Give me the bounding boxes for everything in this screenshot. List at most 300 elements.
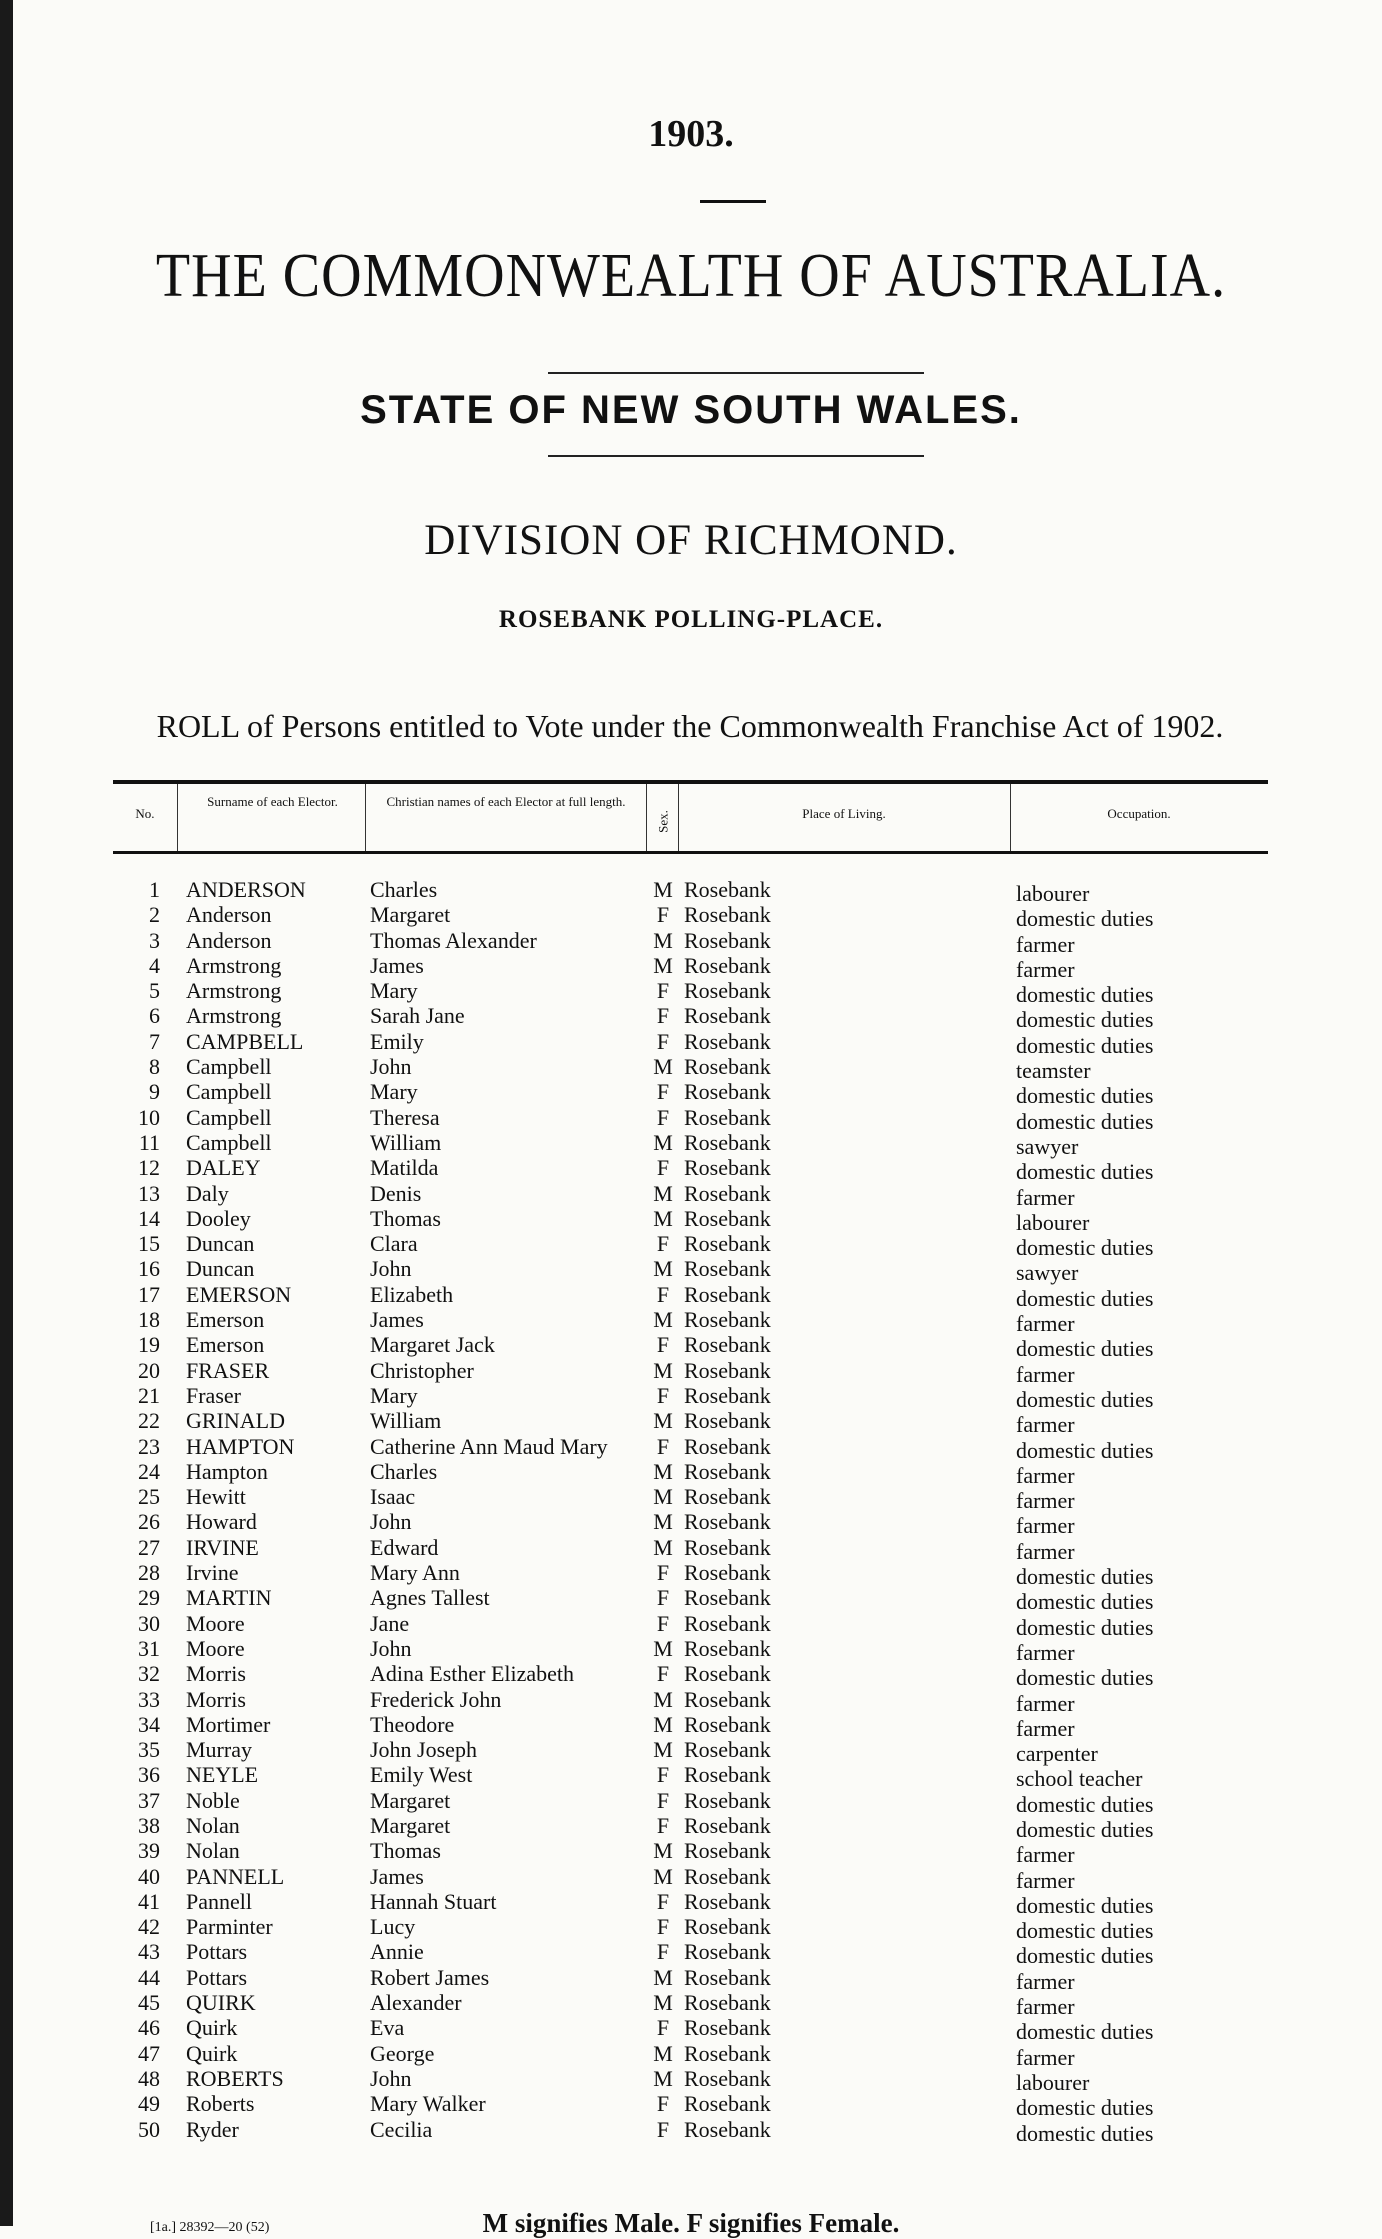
elector-surname: Daly — [186, 1180, 229, 1206]
elector-occupation: domestic duties — [1016, 1816, 1154, 1842]
table-row — [0, 1180, 1382, 1210]
elector-number: 5 — [149, 978, 160, 1004]
elector-christian-names: Thomas — [370, 1205, 441, 1231]
elector-sex: M — [653, 1129, 673, 1155]
elector-christian-names: Charles — [370, 877, 438, 902]
elector-christian-names: Jane — [370, 1610, 410, 1636]
elector-number: 27 — [138, 1534, 160, 1560]
elector-christian-names: Robert James — [370, 1964, 490, 1990]
elector-number: 4 — [149, 952, 160, 978]
elector-place: Rosebank — [684, 902, 771, 928]
elector-occupation: teamster — [1016, 1058, 1091, 1084]
elector-occupation: carpenter — [1016, 1741, 1098, 1767]
elector-sex: F — [656, 1231, 670, 1257]
elector-number: 46 — [138, 2015, 160, 2041]
header-sex: Sex. — [655, 810, 671, 833]
table-row — [0, 1888, 1382, 1918]
elector-place: Rosebank — [684, 2116, 771, 2142]
elector-sex: M — [653, 1357, 673, 1383]
table-row — [0, 1281, 1382, 1311]
elector-surname: Pottars — [186, 1939, 248, 1965]
elector-surname: HAMPTON — [186, 1433, 295, 1459]
elector-christian-names: Matilda — [370, 1155, 439, 1181]
elector-sex: M — [653, 1635, 673, 1661]
print-code: [1a.] 28392—20 (52) — [150, 2220, 270, 2235]
elector-occupation: domestic duties — [1016, 2019, 1154, 2045]
elector-occupation: farmer — [1016, 1513, 1075, 1539]
elector-surname: Mortimer — [186, 1711, 271, 1737]
elector-christian-names: John Joseph — [370, 1737, 477, 1763]
elector-number: 11 — [138, 1129, 160, 1155]
elector-surname: CAMPBELL — [186, 1028, 304, 1054]
elector-place: Rosebank — [684, 1964, 771, 1990]
elector-sex: M — [653, 1458, 673, 1484]
elector-surname: FRASER — [186, 1357, 270, 1383]
elector-number: 45 — [138, 1990, 160, 2016]
elector-christian-names: Christopher — [370, 1357, 474, 1383]
elector-occupation: farmer — [1016, 1462, 1075, 1488]
elector-surname: EMERSON — [186, 1281, 292, 1307]
elector-surname: MARTIN — [186, 1585, 272, 1611]
elector-place: Rosebank — [684, 1585, 771, 1611]
elector-surname: Campbell — [186, 1054, 272, 1080]
table-row — [0, 1838, 1382, 1868]
elector-sex: M — [653, 1990, 673, 2016]
column-divider — [177, 784, 178, 851]
elector-surname: Pannell — [186, 1888, 252, 1914]
elector-christian-names: Margaret — [370, 1787, 451, 1813]
elector-occupation: farmer — [1016, 1311, 1075, 1337]
elector-occupation: labourer — [1016, 2069, 1090, 2095]
table-row — [0, 1990, 1382, 2020]
elector-place: Rosebank — [684, 1737, 771, 1763]
table-row — [0, 1104, 1382, 1134]
elector-place: Rosebank — [684, 1838, 771, 1864]
table-row — [0, 1484, 1382, 1514]
elector-place: Rosebank — [684, 1686, 771, 1712]
elector-surname: Roberts — [186, 2091, 255, 2117]
elector-occupation: farmer — [1016, 1867, 1075, 1893]
elector-occupation: domestic duties — [1016, 1007, 1154, 1033]
elector-place: Rosebank — [684, 1939, 771, 1965]
elector-number: 38 — [138, 1812, 160, 1838]
elector-occupation: domestic duties — [1016, 1159, 1154, 1185]
elector-number: 49 — [138, 2091, 160, 2117]
elector-christian-names: Agnes Tallest — [370, 1585, 490, 1611]
elector-place: Rosebank — [684, 1610, 771, 1636]
sex-legend: M signifies Male. F signifies Female. — [482, 2208, 900, 2238]
elector-surname: Moore — [186, 1610, 245, 1636]
elector-christian-names: James — [370, 1863, 424, 1889]
elector-place: Rosebank — [684, 1054, 771, 1080]
elector-occupation: farmer — [1016, 1842, 1075, 1868]
elector-surname: Nolan — [186, 1838, 240, 1864]
elector-number: 25 — [138, 1484, 160, 1510]
elector-number: 10 — [138, 1104, 160, 1130]
elector-surname: Morris — [186, 1661, 246, 1687]
table-row — [0, 1205, 1382, 1235]
elector-number: 37 — [138, 1787, 160, 1813]
elector-surname: Armstrong — [186, 1003, 282, 1029]
elector-sex: M — [653, 1205, 673, 1231]
elector-surname: DALEY — [186, 1155, 261, 1181]
table-row — [0, 902, 1382, 932]
elector-surname: Campbell — [186, 1129, 272, 1155]
elector-number: 31 — [138, 1635, 160, 1661]
elector-surname: Quirk — [186, 2015, 238, 2041]
elector-sex: M — [653, 1686, 673, 1712]
table-row — [0, 1661, 1382, 1691]
elector-sex: F — [656, 1888, 670, 1914]
elector-occupation: domestic duties — [1016, 1386, 1154, 1412]
elector-sex: F — [656, 2091, 670, 2117]
elector-place: Rosebank — [684, 1408, 771, 1434]
elector-sex: F — [656, 1585, 670, 1611]
elector-place: Rosebank — [684, 1812, 771, 1838]
elector-christian-names: Sarah Jane — [370, 1003, 465, 1029]
table-top-rule — [113, 780, 1268, 784]
elector-number: 20 — [138, 1357, 160, 1383]
elector-number: 24 — [138, 1458, 160, 1484]
elector-occupation: domestic duties — [1016, 982, 1154, 1008]
elector-christian-names: George — [370, 2040, 435, 2066]
elector-place: Rosebank — [684, 1762, 771, 1788]
elector-christian-names: John — [370, 1256, 412, 1282]
elector-sex: M — [653, 1964, 673, 1990]
elector-surname: Anderson — [186, 927, 272, 953]
elector-place: Rosebank — [684, 2040, 771, 2066]
elector-sex: M — [653, 1863, 673, 1889]
elector-sex: M — [653, 877, 673, 902]
elector-number: 30 — [138, 1610, 160, 1636]
elector-place: Rosebank — [684, 1129, 771, 1155]
elector-christian-names: Mary — [370, 1079, 418, 1105]
elector-place: Rosebank — [684, 1509, 771, 1535]
elector-christian-names: Thomas — [370, 1838, 441, 1864]
table-row — [0, 1585, 1382, 1615]
elector-surname: GRINALD — [186, 1408, 285, 1434]
elector-christian-names: William — [370, 1129, 442, 1155]
elector-place: Rosebank — [684, 1079, 771, 1105]
elector-place: Rosebank — [684, 877, 771, 902]
elector-sex: M — [653, 1408, 673, 1434]
elector-sex: F — [656, 1155, 670, 1181]
elector-occupation: domestic duties — [1016, 1918, 1154, 1944]
elector-number: 7 — [149, 1028, 160, 1054]
header-no: No. — [135, 806, 155, 821]
table-row — [0, 1054, 1382, 1084]
elector-christian-names: Adina Esther Elizabeth — [370, 1661, 575, 1687]
table-row — [0, 952, 1382, 982]
elector-sex: F — [656, 1281, 670, 1307]
table-row — [0, 1509, 1382, 1539]
elector-occupation: domestic duties — [1016, 1614, 1154, 1640]
elector-christian-names: Margaret Jack — [370, 1332, 495, 1358]
elector-number: 21 — [138, 1382, 160, 1408]
elector-occupation: farmer — [1016, 1690, 1075, 1716]
elector-place: Rosebank — [684, 1104, 771, 1130]
elector-place: Rosebank — [684, 2091, 771, 2117]
elector-surname: Ryder — [186, 2116, 239, 2142]
elector-christian-names: John — [370, 1635, 412, 1661]
table-row — [0, 2040, 1382, 2070]
elector-place: Rosebank — [684, 1990, 771, 2016]
elector-number: 6 — [149, 1003, 160, 1029]
elector-surname: Fraser — [186, 1382, 241, 1408]
table-row — [0, 877, 1382, 906]
elector-sex: M — [653, 1484, 673, 1510]
elector-surname: Duncan — [186, 1231, 255, 1257]
elector-surname: ROBERTS — [186, 2065, 284, 2091]
elector-christian-names: John — [370, 2065, 412, 2091]
header-occupation: Occupation. — [1107, 806, 1171, 821]
elector-christian-names: Emily — [370, 1028, 424, 1054]
elector-christian-names: Clara — [370, 1231, 418, 1257]
elector-number: 1 — [149, 877, 160, 902]
elector-occupation: farmer — [1016, 1412, 1075, 1438]
elector-occupation: farmer — [1016, 1715, 1075, 1741]
elector-sex: F — [656, 2015, 670, 2041]
elector-sex: M — [653, 927, 673, 953]
elector-christian-names: Mary — [370, 1382, 418, 1408]
elector-place: Rosebank — [684, 1635, 771, 1661]
elector-place: Rosebank — [684, 1357, 771, 1383]
elector-christian-names: Denis — [370, 1180, 422, 1206]
elector-occupation: domestic duties — [1016, 906, 1154, 932]
table-header-rule — [113, 851, 1268, 854]
table-row — [0, 1433, 1382, 1463]
elector-sex: F — [656, 1914, 670, 1940]
table-row — [0, 1560, 1382, 1590]
elector-sex: M — [653, 1307, 673, 1333]
table-row — [0, 1787, 1382, 1817]
table-row — [0, 1256, 1382, 1286]
elector-occupation: domestic duties — [1016, 1791, 1154, 1817]
elector-surname: Anderson — [186, 902, 272, 928]
elector-sex: F — [656, 1332, 670, 1358]
elector-place: Rosebank — [684, 1863, 771, 1889]
elector-number: 33 — [138, 1686, 160, 1712]
elector-sex: F — [656, 1560, 670, 1586]
state-rule-top — [548, 372, 924, 374]
elector-number: 22 — [138, 1408, 160, 1434]
elector-occupation: domestic duties — [1016, 1235, 1154, 1261]
elector-sex: M — [653, 1711, 673, 1737]
elector-surname: Dooley — [186, 1205, 251, 1231]
elector-number: 12 — [138, 1155, 160, 1181]
elector-sex: F — [656, 1661, 670, 1687]
elector-sex: F — [656, 1787, 670, 1813]
elector-occupation: domestic duties — [1016, 2095, 1154, 2121]
elector-occupation: domestic duties — [1016, 1032, 1154, 1058]
elector-number: 19 — [138, 1332, 160, 1358]
elector-christian-names: Elizabeth — [370, 1281, 454, 1307]
elector-surname: Emerson — [186, 1332, 265, 1358]
elector-christian-names: Alexander — [370, 1990, 462, 2016]
elector-occupation: farmer — [1016, 1994, 1075, 2020]
elector-occupation: domestic duties — [1016, 1083, 1154, 1109]
elector-place: Rosebank — [684, 952, 771, 978]
table-row — [0, 1762, 1382, 1792]
elector-sex: M — [653, 2040, 673, 2066]
table-row — [0, 2065, 1382, 2095]
elector-christian-names: James — [370, 1307, 424, 1333]
elector-christian-names: Lucy — [370, 1914, 416, 1940]
roll-description: ROLL of Persons entitled to Vote under the Commonwealth Franchise Act of 1902. — [156, 708, 1224, 744]
elector-number: 47 — [138, 2040, 160, 2066]
year-rule — [700, 200, 766, 203]
elector-christian-names: John — [370, 1054, 412, 1080]
elector-sex: M — [653, 1838, 673, 1864]
elector-occupation: domestic duties — [1016, 1437, 1154, 1463]
elector-place: Rosebank — [684, 1661, 771, 1687]
elector-surname: Hampton — [186, 1458, 268, 1484]
elector-occupation: farmer — [1016, 1538, 1075, 1564]
elector-christian-names: Eva — [370, 2015, 405, 2041]
elector-occupation: domestic duties — [1016, 1336, 1154, 1362]
elector-surname: Parminter — [186, 1914, 273, 1940]
elector-sex: M — [653, 2065, 673, 2091]
elector-surname: Howard — [186, 1509, 257, 1535]
elector-place: Rosebank — [684, 1787, 771, 1813]
elector-christian-names: Cecilia — [370, 2116, 433, 2142]
elector-number: 26 — [138, 1509, 160, 1535]
elector-number: 18 — [138, 1307, 160, 1333]
elector-surname: Armstrong — [186, 952, 282, 978]
table-row — [0, 1534, 1382, 1564]
elector-number: 17 — [138, 1281, 160, 1307]
elector-christian-names: Theodore — [370, 1711, 455, 1737]
elector-place: Rosebank — [684, 1281, 771, 1307]
year-heading: 1903. — [648, 113, 734, 155]
elector-number: 8 — [149, 1054, 160, 1080]
elector-place: Rosebank — [684, 1914, 771, 1940]
elector-christian-names: William — [370, 1408, 442, 1434]
elector-number: 48 — [138, 2065, 160, 2091]
table-row — [0, 2091, 1382, 2121]
elector-place: Rosebank — [684, 1560, 771, 1586]
elector-occupation: farmer — [1016, 2044, 1075, 2070]
elector-sex: F — [656, 2116, 670, 2142]
table-row — [0, 1307, 1382, 1337]
elector-number: 28 — [138, 1560, 160, 1586]
elector-surname: Morris — [186, 1686, 246, 1712]
elector-number: 16 — [138, 1256, 160, 1282]
elector-surname: Irvine — [186, 1560, 239, 1586]
table-row — [0, 1635, 1382, 1665]
elector-sex: F — [656, 1003, 670, 1029]
elector-sex: M — [653, 1054, 673, 1080]
elector-surname: Armstrong — [186, 978, 282, 1004]
elector-christian-names: Annie — [370, 1939, 424, 1965]
elector-place: Rosebank — [684, 2065, 771, 2091]
elector-place: Rosebank — [684, 927, 771, 953]
table-row — [0, 1003, 1382, 1033]
elector-occupation: farmer — [1016, 1361, 1075, 1387]
elector-surname: NEYLE — [186, 1762, 259, 1788]
elector-number: 9 — [149, 1079, 160, 1105]
elector-occupation: labourer — [1016, 1209, 1090, 1235]
elector-sex: F — [656, 1610, 670, 1636]
elector-sex: F — [656, 1382, 670, 1408]
table-row — [0, 1737, 1382, 1767]
elector-surname: Campbell — [186, 1079, 272, 1105]
elector-surname: Moore — [186, 1635, 245, 1661]
elector-surname: Duncan — [186, 1256, 255, 1282]
elector-surname: Murray — [186, 1737, 252, 1763]
elector-surname: Pottars — [186, 1964, 248, 1990]
elector-number: 32 — [138, 1661, 160, 1687]
table-row — [0, 1964, 1382, 1994]
elector-surname: Campbell — [186, 1104, 272, 1130]
elector-christian-names: Frederick John — [370, 1686, 502, 1712]
elector-sex: F — [656, 902, 670, 928]
elector-number: 36 — [138, 1762, 160, 1788]
elector-christian-names: Charles — [370, 1458, 438, 1484]
table-row — [0, 1079, 1382, 1109]
elector-christian-names: Mary Walker — [370, 2091, 486, 2117]
elector-christian-names: Margaret — [370, 1812, 451, 1838]
elector-place: Rosebank — [684, 1458, 771, 1484]
elector-christian-names: Hannah Stuart — [370, 1888, 497, 1914]
elector-christian-names: Emily West — [370, 1762, 473, 1788]
elector-place: Rosebank — [684, 2015, 771, 2041]
elector-number: 40 — [138, 1863, 160, 1889]
elector-surname: Quirk — [186, 2040, 238, 2066]
elector-occupation: domestic duties — [1016, 1589, 1154, 1615]
elector-place: Rosebank — [684, 1307, 771, 1333]
table-row — [0, 927, 1382, 957]
elector-occupation: farmer — [1016, 1968, 1075, 1994]
elector-place: Rosebank — [684, 1534, 771, 1560]
elector-occupation: domestic duties — [1016, 1285, 1154, 1311]
column-divider — [365, 784, 366, 851]
table-row — [0, 1610, 1382, 1640]
elector-place: Rosebank — [684, 1028, 771, 1054]
division-heading: DIVISION OF RICHMOND. — [424, 517, 958, 564]
header-christian-names: Christian names of each Elector at full length. — [386, 794, 626, 809]
table-row — [0, 1812, 1382, 1842]
elector-surname: PANNELL — [186, 1863, 285, 1889]
elector-occupation: domestic duties — [1016, 1943, 1154, 1969]
elector-christian-names: John — [370, 1509, 412, 1535]
elector-sex: F — [656, 1079, 670, 1105]
elector-sex: M — [653, 1509, 673, 1535]
elector-number: 2 — [149, 902, 160, 928]
elector-christian-names: Mary Ann — [370, 1560, 460, 1586]
elector-occupation: labourer — [1016, 881, 1090, 906]
elector-christian-names: Theresa — [370, 1104, 440, 1130]
elector-sex: M — [653, 1737, 673, 1763]
elector-place: Rosebank — [684, 1180, 771, 1206]
elector-place: Rosebank — [684, 1711, 771, 1737]
elector-occupation: farmer — [1016, 1639, 1075, 1665]
table-row — [0, 1028, 1382, 1058]
elector-number: 41 — [138, 1888, 160, 1914]
elector-sex: F — [656, 1939, 670, 1965]
table-row — [0, 1939, 1382, 1969]
elector-surname: IRVINE — [186, 1534, 259, 1560]
elector-number: 13 — [138, 1180, 160, 1206]
elector-christian-names: Thomas Alexander — [370, 927, 537, 953]
elector-place: Rosebank — [684, 1003, 771, 1029]
table-row — [0, 1155, 1382, 1185]
table-row — [0, 1408, 1382, 1438]
table-row — [0, 1231, 1382, 1261]
elector-occupation: school teacher — [1016, 1766, 1143, 1792]
elector-occupation: farmer — [1016, 1184, 1075, 1210]
elector-number: 35 — [138, 1737, 160, 1763]
